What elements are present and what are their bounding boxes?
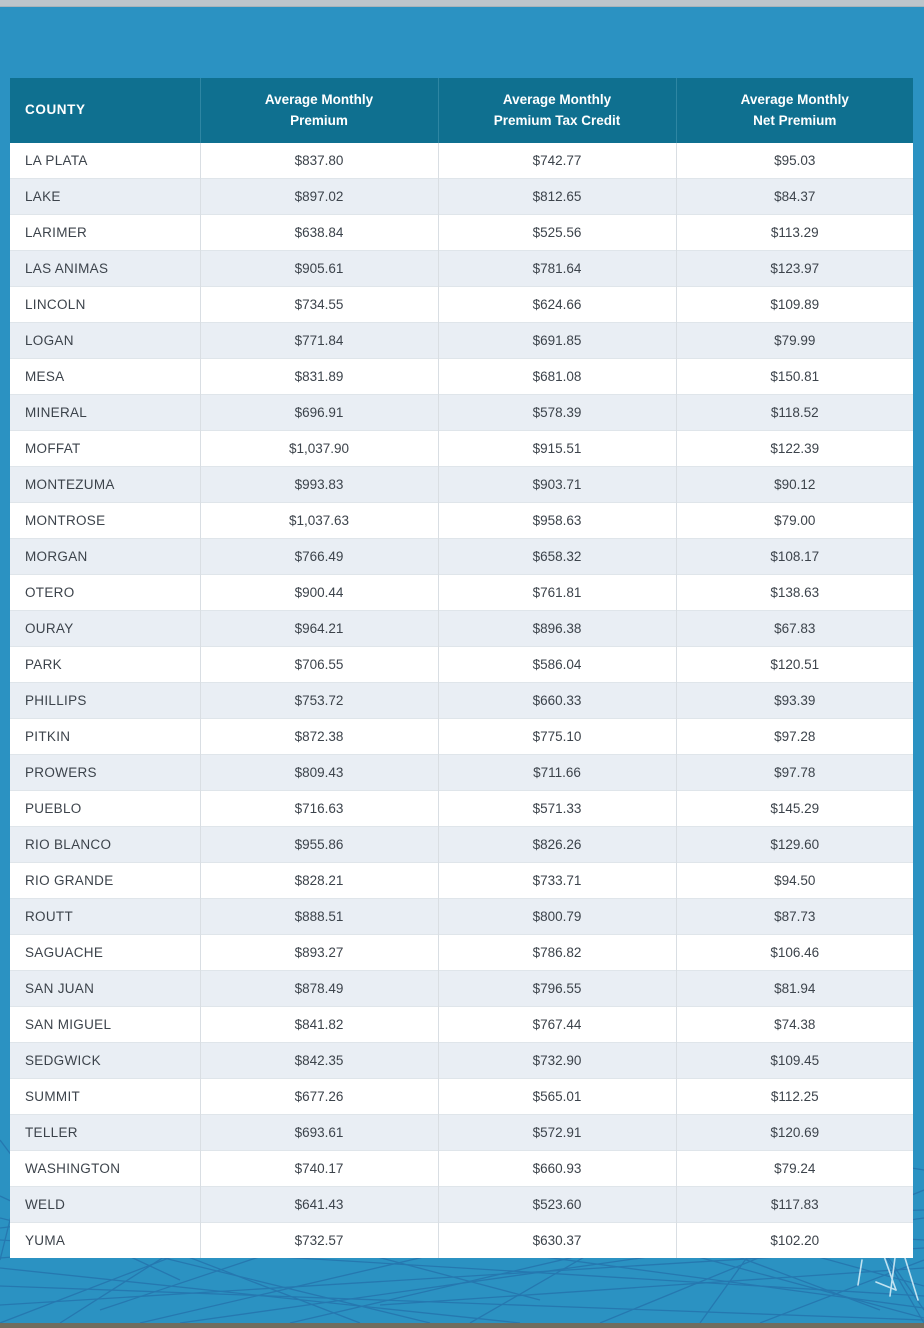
tax-credit-cell: $523.60 — [438, 1187, 676, 1223]
tax-credit-cell: $572.91 — [438, 1115, 676, 1151]
county-cell: MORGAN — [10, 539, 200, 575]
table-row — [10, 539, 913, 575]
top-edge-bar — [0, 0, 924, 7]
net-premium-cell: $118.52 — [676, 395, 913, 431]
net-premium-cell: $94.50 — [676, 863, 913, 899]
tax-credit-cell: $660.93 — [438, 1151, 676, 1187]
county-cell: OURAY — [10, 611, 200, 647]
net-premium-cell: $109.89 — [676, 287, 913, 323]
table-row — [10, 935, 913, 971]
county-cell: MONTROSE — [10, 503, 200, 539]
table-row — [10, 755, 913, 791]
table-row — [10, 467, 913, 503]
premium-cell: $716.63 — [200, 791, 438, 827]
county-cell: RIO BLANCO — [10, 827, 200, 863]
table-row — [10, 359, 913, 395]
table-row — [10, 791, 913, 827]
net-premium-cell: $109.45 — [676, 1043, 913, 1079]
county-cell: RIO GRANDE — [10, 863, 200, 899]
bottom-edge-bar — [0, 1323, 924, 1328]
premium-cell: $638.84 — [200, 215, 438, 251]
net-premium-cell: $79.99 — [676, 323, 913, 359]
column-header-avg-monthly-premium-tax-credit: Average Monthly Premium Tax Credit — [438, 78, 676, 143]
county-cell: PROWERS — [10, 755, 200, 791]
tax-credit-cell: $691.85 — [438, 323, 676, 359]
net-premium-cell: $102.20 — [676, 1223, 913, 1259]
county-cell: MESA — [10, 359, 200, 395]
tax-credit-cell: $733.71 — [438, 863, 676, 899]
premium-cell: $964.21 — [200, 611, 438, 647]
column-header-county: COUNTY — [10, 78, 200, 143]
county-cell: YUMA — [10, 1223, 200, 1259]
column-header-avg-monthly-net-premium: Average Monthly Net Premium — [676, 78, 913, 143]
tax-credit-cell: $624.66 — [438, 287, 676, 323]
net-premium-cell: $123.97 — [676, 251, 913, 287]
table-row — [10, 971, 913, 1007]
premium-cell: $878.49 — [200, 971, 438, 1007]
table-row — [10, 1223, 913, 1259]
county-cell: PUEBLO — [10, 791, 200, 827]
net-premium-cell: $79.24 — [676, 1151, 913, 1187]
county-cell: WASHINGTON — [10, 1151, 200, 1187]
table-row — [10, 287, 913, 323]
county-cell: SAGUACHE — [10, 935, 200, 971]
premium-cell: $828.21 — [200, 863, 438, 899]
county-cell: SUMMIT — [10, 1079, 200, 1115]
net-premium-cell: $120.69 — [676, 1115, 913, 1151]
table-row — [10, 827, 913, 863]
table-row — [10, 179, 913, 215]
tax-credit-cell: $775.10 — [438, 719, 676, 755]
county-premiums-table — [10, 78, 913, 1258]
premium-cell: $900.44 — [200, 575, 438, 611]
county-cell: OTERO — [10, 575, 200, 611]
premium-cell: $897.02 — [200, 179, 438, 215]
premium-cell: $771.84 — [200, 323, 438, 359]
net-premium-cell: $117.83 — [676, 1187, 913, 1223]
premium-cell: $841.82 — [200, 1007, 438, 1043]
table-row — [10, 1079, 913, 1115]
premium-cell: $837.80 — [200, 143, 438, 179]
tax-credit-cell: $742.77 — [438, 143, 676, 179]
tax-credit-cell: $781.64 — [438, 251, 676, 287]
net-premium-cell: $120.51 — [676, 647, 913, 683]
net-premium-cell: $81.94 — [676, 971, 913, 1007]
premium-cell: $1,037.63 — [200, 503, 438, 539]
tax-credit-cell: $761.81 — [438, 575, 676, 611]
county-cell: LARIMER — [10, 215, 200, 251]
tax-credit-cell: $800.79 — [438, 899, 676, 935]
net-premium-cell: $97.28 — [676, 719, 913, 755]
premium-cell: $696.91 — [200, 395, 438, 431]
table-row — [10, 395, 913, 431]
tax-credit-cell: $578.39 — [438, 395, 676, 431]
net-premium-cell: $97.78 — [676, 755, 913, 791]
county-cell: LAS ANIMAS — [10, 251, 200, 287]
county-cell: LINCOLN — [10, 287, 200, 323]
county-cell: LAKE — [10, 179, 200, 215]
tax-credit-cell: $660.33 — [438, 683, 676, 719]
net-premium-cell: $84.37 — [676, 179, 913, 215]
county-cell: PITKIN — [10, 719, 200, 755]
county-cell: MINERAL — [10, 395, 200, 431]
tax-credit-cell: $681.08 — [438, 359, 676, 395]
county-cell: TELLER — [10, 1115, 200, 1151]
tax-credit-cell: $711.66 — [438, 755, 676, 791]
premium-cell: $893.27 — [200, 935, 438, 971]
net-premium-cell: $112.25 — [676, 1079, 913, 1115]
net-premium-cell: $129.60 — [676, 827, 913, 863]
net-premium-cell: $74.38 — [676, 1007, 913, 1043]
tax-credit-cell: $826.26 — [438, 827, 676, 863]
tax-credit-cell: $903.71 — [438, 467, 676, 503]
table-row — [10, 647, 913, 683]
tax-credit-cell: $571.33 — [438, 791, 676, 827]
net-premium-cell: $145.29 — [676, 791, 913, 827]
net-premium-cell: $95.03 — [676, 143, 913, 179]
net-premium-cell: $79.00 — [676, 503, 913, 539]
net-premium-cell: $122.39 — [676, 431, 913, 467]
premium-cell: $872.38 — [200, 719, 438, 755]
net-premium-cell: $113.29 — [676, 215, 913, 251]
net-premium-cell: $106.46 — [676, 935, 913, 971]
premium-cell: $693.61 — [200, 1115, 438, 1151]
tax-credit-cell: $658.32 — [438, 539, 676, 575]
net-premium-cell: $67.83 — [676, 611, 913, 647]
tax-credit-cell: $565.01 — [438, 1079, 676, 1115]
table-row — [10, 899, 913, 935]
tax-credit-cell: $958.63 — [438, 503, 676, 539]
premium-cell: $766.49 — [200, 539, 438, 575]
table-row — [10, 323, 913, 359]
table-row — [10, 1151, 913, 1187]
table-row — [10, 251, 913, 287]
premium-cell: $955.86 — [200, 827, 438, 863]
premium-cell: $677.26 — [200, 1079, 438, 1115]
table-row — [10, 503, 913, 539]
net-premium-cell: $90.12 — [676, 467, 913, 503]
tax-credit-cell: $525.56 — [438, 215, 676, 251]
tax-credit-cell: $786.82 — [438, 935, 676, 971]
table-row — [10, 1043, 913, 1079]
tax-credit-cell: $767.44 — [438, 1007, 676, 1043]
table-body — [10, 143, 913, 1258]
net-premium-cell: $93.39 — [676, 683, 913, 719]
premium-cell: $888.51 — [200, 899, 438, 935]
premium-cell: $641.43 — [200, 1187, 438, 1223]
net-premium-cell: $150.81 — [676, 359, 913, 395]
premium-cell: $842.35 — [200, 1043, 438, 1079]
county-cell: PHILLIPS — [10, 683, 200, 719]
table-row — [10, 683, 913, 719]
tax-credit-cell: $630.37 — [438, 1223, 676, 1259]
premium-cell: $831.89 — [200, 359, 438, 395]
table-row — [10, 1007, 913, 1043]
column-header-avg-monthly-premium: Average Monthly Premium — [200, 78, 438, 143]
tax-credit-cell: $915.51 — [438, 431, 676, 467]
tax-credit-cell: $732.90 — [438, 1043, 676, 1079]
tax-credit-cell: $896.38 — [438, 611, 676, 647]
county-cell: MOFFAT — [10, 431, 200, 467]
premium-cell: $809.43 — [200, 755, 438, 791]
table-row — [10, 431, 913, 467]
premium-cell: $734.55 — [200, 287, 438, 323]
table-row — [10, 575, 913, 611]
county-cell: SEDGWICK — [10, 1043, 200, 1079]
premium-cell: $753.72 — [200, 683, 438, 719]
county-cell: SAN JUAN — [10, 971, 200, 1007]
premium-cell: $740.17 — [200, 1151, 438, 1187]
table-row — [10, 719, 913, 755]
county-cell: LOGAN — [10, 323, 200, 359]
county-cell: LA PLATA — [25, 153, 88, 168]
net-premium-cell: $138.63 — [676, 575, 913, 611]
premium-cell: $706.55 — [200, 647, 438, 683]
tax-credit-cell: $812.65 — [438, 179, 676, 215]
county-cell: ROUTT — [10, 899, 200, 935]
premium-cell: $732.57 — [200, 1223, 438, 1259]
table-row — [10, 1187, 913, 1223]
table-header-row — [10, 78, 913, 143]
net-premium-cell: $87.73 — [676, 899, 913, 935]
county-cell: SAN MIGUEL — [10, 1007, 200, 1043]
county-cell: WELD — [10, 1187, 200, 1223]
premium-cell: $993.83 — [200, 467, 438, 503]
county-cell: PARK — [10, 647, 200, 683]
table-row — [10, 215, 913, 251]
table-row — [10, 1115, 913, 1151]
tax-credit-cell: $586.04 — [438, 647, 676, 683]
table-row — [10, 863, 913, 899]
premium-cell: $1,037.90 — [200, 431, 438, 467]
tax-credit-cell: $796.55 — [438, 971, 676, 1007]
table-row — [10, 143, 913, 179]
net-premium-cell: $108.17 — [676, 539, 913, 575]
county-cell: MONTEZUMA — [10, 467, 200, 503]
table-row — [10, 611, 913, 647]
premium-cell: $905.61 — [200, 251, 438, 287]
